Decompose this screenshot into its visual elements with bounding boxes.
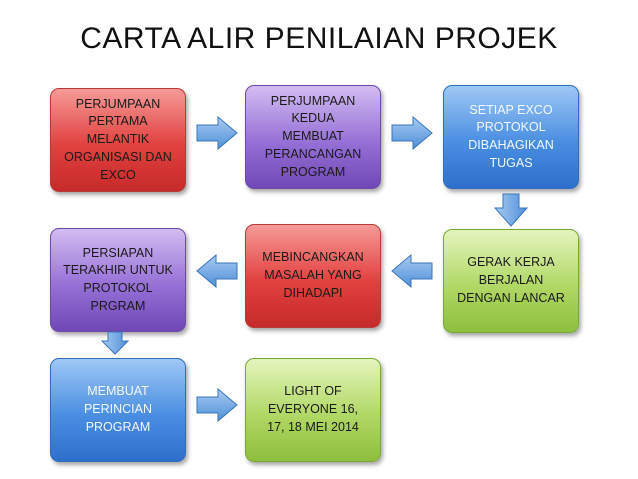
step-2-label: PERJUMPAAN KEDUA MEMBUAT PERANCANGAN PROGRAM	[264, 93, 362, 179]
step-5-box	[245, 224, 381, 328]
step-4-box	[443, 229, 579, 333]
page-title: CARTA ALIR PENILAIAN PROJEK	[80, 22, 558, 55]
step-6-label: PERSIAPAN TERAKHIR UNTUK PROTOKOL PRGRAM	[63, 245, 173, 313]
arrow-right-icon	[391, 116, 433, 150]
step-7-label: MEMBUAT PERINCIAN PROGRAM	[83, 384, 153, 434]
step-4-label: GERAK KERJA BERJALAN DENGAN LANCAR	[457, 255, 565, 305]
step-7-box	[50, 358, 186, 462]
step-1-box	[50, 88, 186, 192]
arrow-right-icon	[196, 116, 238, 150]
arrow-down-icon	[494, 193, 528, 227]
step-6-box	[50, 228, 186, 332]
step-3-box	[443, 85, 579, 189]
step-8-box	[245, 358, 381, 462]
arrow-down-icon	[101, 331, 129, 355]
step-1-label: PERJUMPAAN PERTAMA MELANTIK ORGANISASI DAN EXCO	[64, 96, 172, 182]
arrow-left-icon	[391, 254, 433, 288]
arrow-right-icon	[196, 388, 238, 422]
step-3-label: SETIAP EXCO PROTOKOL DIBAHAGIKAN TUGAS	[468, 102, 554, 170]
step-5-label: MEBINCANGKAN MASALAH YANG DIHADAPI	[262, 250, 364, 300]
step-8-label: LIGHT OF EVERYONE 16, 17, 18 MEI 2014	[267, 384, 359, 434]
arrow-left-icon	[196, 254, 238, 288]
step-2-box	[245, 85, 381, 189]
